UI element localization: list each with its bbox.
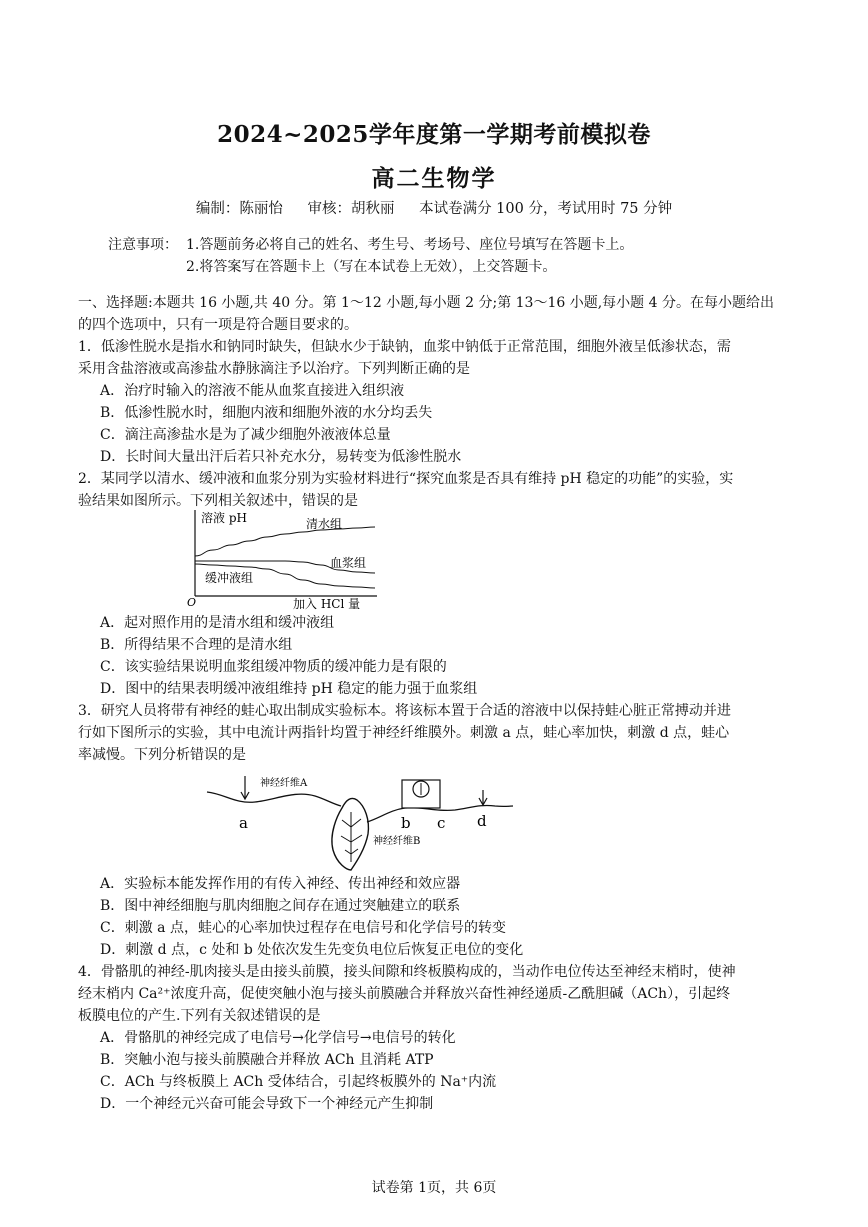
ph-chart-svg — [185, 506, 385, 612]
point-c-label: c — [437, 814, 446, 832]
notes-block — [108, 234, 633, 278]
series-line-water — [195, 527, 375, 556]
page-title: 2024~2025学年度第一学期考前模拟卷 — [217, 121, 651, 148]
origin-label: O — [187, 596, 197, 609]
heart-icon — [332, 798, 369, 870]
question-stem: 板膜电位的产生.下列有关叙述错误的是 — [78, 1008, 321, 1024]
question-stem: 4．骨骼肌的神经-肌肉接头是由接头前膜，接头间隙和终板膜构成的，当动作电位传达至神经末梢时，使神 — [78, 964, 736, 980]
notes-label: 注意事项： — [108, 237, 178, 253]
question-block — [78, 612, 794, 766]
question-stem: 3．研究人员将带有神经的蛙心取出制成实验标本。将该标本置于合适的溶液中以保持蛙心脏正常搏动并进 — [78, 703, 731, 719]
page-subtitle: 高二生物学 — [371, 165, 497, 192]
answer-option: B．所得结果不合理的是清水组 — [100, 637, 293, 653]
series-label-buffer: 缓冲液组 — [205, 571, 254, 585]
section-block — [78, 292, 794, 512]
point-d-label: d — [477, 812, 487, 830]
ph-chart — [185, 506, 385, 616]
fiber-b-label: 神经纤维B — [373, 836, 421, 847]
answer-option: D．长时间大量出汗后若只补充水分，易转变为低渗性脱水 — [100, 449, 462, 465]
point-a-label: a — [239, 814, 248, 832]
series-label-plasma: 血浆组 — [330, 556, 367, 570]
reviewer-text: 审核：胡秋丽 — [307, 201, 395, 217]
question-stem: 2．某同学以清水、缓冲液和血浆分别为实验材料进行“探究血浆是否具有维持 pH 稳定的功能”的实验，实 — [78, 471, 734, 487]
series-label-water: 清水组 — [306, 517, 343, 531]
y-axis-label: 溶液 pH — [201, 511, 247, 525]
answer-option: D．刺激 d 点，c 处和 b 处依次发生先变负电位后恢复正电位的变化 — [100, 942, 524, 958]
exam-meta — [0, 197, 868, 218]
answer-option: D．图中的结果表明缓冲液组维持 pH 稳定的能力强于血浆组 — [100, 681, 478, 697]
answer-option: A．骨骼肌的神经完成了电信号→化学信号→电信号的转化 — [100, 1030, 456, 1046]
answer-option: C．刺激 a 点，蛙心的心率加快过程存在电信号和化学信号的转变 — [100, 920, 506, 936]
fiber-a-label: 神经纤维A — [260, 778, 308, 789]
question-stem: 率减慢。下列分析错误的是 — [78, 747, 246, 763]
question-stem: 行如下图所示的实验，其中电流计两指针均置于神经纤维膜外。刺激 a 点，蛙心率加快，刺激 d 点，蛙心 — [78, 725, 730, 741]
heart-vessels-icon — [341, 812, 362, 862]
note-item: 2.将答案写在答题卡上（写在本试卷上无效），上交答题卡。 — [186, 259, 557, 275]
answer-option: C．该实验结果说明血浆组缓冲物质的缓冲能力是有限的 — [100, 659, 447, 675]
section-heading: 一、选择题:本题共 16 小题,共 40 分。第 1～12 小题,每小题 2 分;第 13～16 小题,每小题 4 分。在每小题给出 — [78, 295, 774, 311]
point-b-label: b — [401, 814, 411, 832]
answer-option: B．低渗性脱水时，细胞内液和细胞外液的水分均丢失 — [100, 405, 433, 421]
answer-option: A．起对照作用的是清水组和缓冲液组 — [100, 615, 335, 631]
heart-diagram-svg — [205, 772, 520, 872]
question-block — [78, 873, 794, 1115]
heart-diagram — [205, 772, 520, 876]
question-stem: 1．低渗性脱水是指水和钠同时缺失，但缺水少于缺钠，血浆中钠低于正常范围，细胞外液呈低渗状态，需 — [78, 339, 731, 355]
answer-option: A．治疗时输入的溶液不能从血浆直接进入组织液 — [100, 383, 405, 399]
question-stem: 采用含盐溶液或高渗盐水静脉滴注予以治疗。下列判断正确的是 — [78, 361, 470, 377]
note-item: 1.答题前务必将自己的姓名、考生号、考场号、座位号填写在答题卡上。 — [186, 237, 634, 253]
answer-option: A．实验标本能发挥作用的有传入神经、传出神经和效应器 — [100, 876, 461, 892]
score-info-text: 本试卷满分 100 分，考试用时 75 分钟 — [419, 201, 673, 217]
question-stem: 验结果如图所示。下列相关叙述中，错误的是 — [78, 493, 358, 509]
answer-option: B．图中神经细胞与肌肉细胞之间存在通过突触建立的联系 — [100, 898, 461, 914]
editor-text: 编制：陈丽怡 — [195, 201, 283, 217]
x-axis-label: 加入 HCl 量 — [293, 597, 361, 611]
section-heading-cont: 的四个选项中，只有一项是符合题目要求的。 — [78, 317, 358, 333]
answer-option: D．一个神经元兴奋可能会导致下一个神经元产生抑制 — [100, 1096, 434, 1112]
answer-option: B．突触小泡与接头前膜融合并释放 ACh 且消耗 ATP — [100, 1052, 434, 1068]
nerve-fiber-a — [207, 792, 341, 806]
answer-option: C．滴注高渗盐水是为了减少细胞外液液体总量 — [100, 427, 391, 443]
answer-option: C．ACh 与终板膜上 ACh 受体结合，引起终板膜外的 Na⁺内流 — [100, 1074, 497, 1090]
question-stem: 经末梢内 Ca²⁺浓度升高，促使突触小泡与接头前膜融合并释放兴奋性神经递质-乙酰胆碱（ACh），引起终 — [78, 986, 731, 1002]
page-footer: 试卷第 1页，共 6页 — [371, 1180, 497, 1196]
